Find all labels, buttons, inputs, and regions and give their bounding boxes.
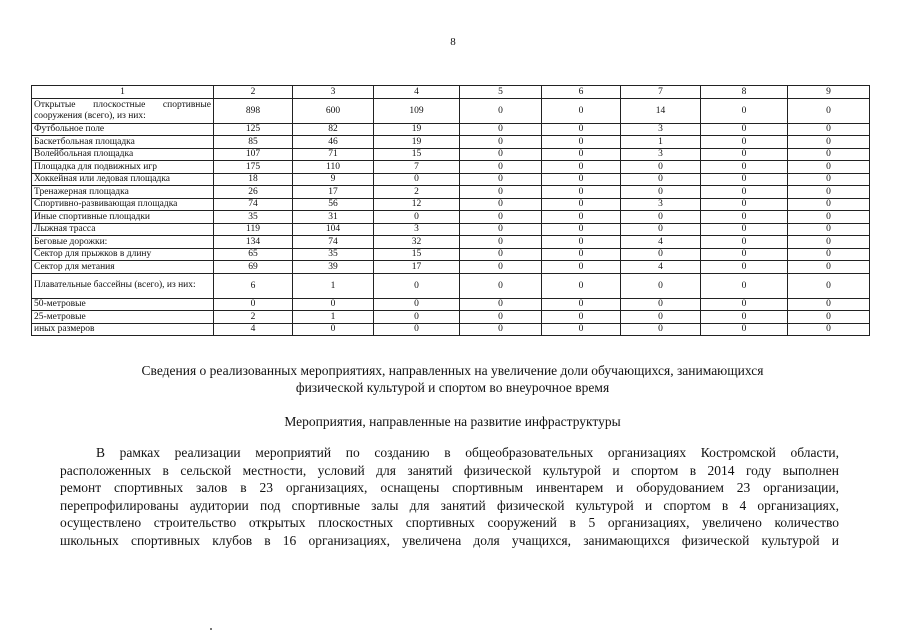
table-cell: 4 [621, 236, 701, 249]
section-heading-line: Сведения о реализованных мероприятиях, направленных на увеличение доли обучающихся, занимающихся [141, 363, 764, 378]
table-cell: 0 [374, 323, 460, 336]
table-cell: 3 [621, 123, 701, 136]
table-cell: 0 [542, 161, 621, 174]
table-row [32, 261, 870, 274]
table-row [32, 173, 870, 186]
table-cell: 0 [542, 223, 621, 236]
table-cell: 898 [214, 98, 293, 123]
table-cell: 0 [542, 148, 621, 161]
table-cell: 0 [788, 186, 870, 199]
table-cell: 0 [374, 273, 460, 298]
table-cell: 71 [293, 148, 374, 161]
table-cell: 0 [542, 273, 621, 298]
table-cell: 0 [621, 311, 701, 324]
table-cell: 109 [374, 98, 460, 123]
table-cell: 17 [374, 261, 460, 274]
table-row [32, 248, 870, 261]
table-cell: 15 [374, 248, 460, 261]
row-label: Спортивно-развивающая площадка [32, 198, 214, 211]
header-cell: 3 [293, 86, 374, 99]
table-cell: 0 [542, 248, 621, 261]
table-cell: 0 [621, 223, 701, 236]
table-cell: 0 [542, 98, 621, 123]
table-row [32, 148, 870, 161]
table-cell: 74 [214, 198, 293, 211]
header-cell: 6 [542, 86, 621, 99]
table-row [32, 198, 870, 211]
table-cell: 0 [621, 298, 701, 311]
table-cell: 0 [701, 123, 788, 136]
row-label: 50-метровые [32, 298, 214, 311]
table-cell: 110 [293, 161, 374, 174]
row-label: Сектор для прыжков в длину [32, 248, 214, 261]
table-cell: 0 [460, 198, 542, 211]
table-cell: 4 [621, 261, 701, 274]
table-cell: 0 [701, 323, 788, 336]
row-label: Иные спортивные площадки [32, 211, 214, 224]
paragraph-line: перепрофилированы аудитории под спортивные залы для занятий физической культурой и спортом в 4 организациях, [60, 497, 839, 513]
table-cell: 56 [293, 198, 374, 211]
table-row [32, 323, 870, 336]
table-cell: 65 [214, 248, 293, 261]
table-cell: 134 [214, 236, 293, 249]
table-cell: 0 [788, 261, 870, 274]
table-cell: 0 [788, 173, 870, 186]
table-cell: 600 [293, 98, 374, 123]
table-cell: 0 [701, 273, 788, 298]
table-cell: 0 [621, 211, 701, 224]
table-cell: 104 [293, 223, 374, 236]
table-cell: 69 [214, 261, 293, 274]
sports-facilities-table [31, 85, 870, 336]
table-cell: 0 [460, 173, 542, 186]
table-row [32, 123, 870, 136]
table-cell: 82 [293, 123, 374, 136]
table-row [32, 136, 870, 149]
table-row [32, 311, 870, 324]
table-cell: 0 [542, 236, 621, 249]
table-cell: 0 [460, 323, 542, 336]
table-cell: 18 [214, 173, 293, 186]
table-cell: 0 [701, 298, 788, 311]
table-cell: 0 [374, 311, 460, 324]
table-cell: 26 [214, 186, 293, 199]
table-cell: 0 [701, 211, 788, 224]
table-cell: 0 [460, 223, 542, 236]
table-cell: 119 [214, 223, 293, 236]
table-cell: 0 [542, 198, 621, 211]
table-row [32, 236, 870, 249]
table-cell: 0 [621, 173, 701, 186]
table-cell: 0 [460, 211, 542, 224]
header-cell: 8 [701, 86, 788, 99]
table-cell: 0 [460, 311, 542, 324]
row-label: Тренажерная площадка [32, 186, 214, 199]
table-cell: 1 [293, 273, 374, 298]
table-cell: 0 [701, 223, 788, 236]
header-cell: 1 [32, 86, 214, 99]
table-cell: 6 [214, 273, 293, 298]
table-cell: 0 [293, 323, 374, 336]
header-cell: 7 [621, 86, 701, 99]
table-cell: 74 [293, 236, 374, 249]
table-cell: 0 [374, 173, 460, 186]
table-cell: 35 [293, 248, 374, 261]
table-row [32, 98, 870, 123]
table-cell: 0 [293, 298, 374, 311]
table-cell: 0 [701, 311, 788, 324]
table-cell: 0 [214, 298, 293, 311]
table-cell: 0 [788, 123, 870, 136]
table-cell: 0 [701, 186, 788, 199]
table-cell: 9 [293, 173, 374, 186]
table-cell: 0 [542, 311, 621, 324]
table-cell: 0 [701, 261, 788, 274]
table-row [32, 161, 870, 174]
table-cell: 2 [214, 311, 293, 324]
table-cell: 3 [621, 198, 701, 211]
table-cell: 0 [542, 298, 621, 311]
table-cell: 0 [621, 248, 701, 261]
table-cell: 0 [542, 261, 621, 274]
table-cell: 0 [374, 298, 460, 311]
row-label: иных размеров [32, 323, 214, 336]
table-cell: 19 [374, 136, 460, 149]
table-cell: 125 [214, 123, 293, 136]
table-cell: 1 [621, 136, 701, 149]
row-label: 25-метровые [32, 311, 214, 324]
table-cell: 0 [621, 186, 701, 199]
table-cell: 0 [460, 236, 542, 249]
table-cell: 0 [460, 298, 542, 311]
table-row [32, 223, 870, 236]
table-row [32, 273, 870, 298]
table-cell: 0 [460, 148, 542, 161]
table-cell: 0 [788, 223, 870, 236]
table-cell: 0 [374, 211, 460, 224]
table-cell: 0 [621, 273, 701, 298]
table-cell: 0 [621, 161, 701, 174]
table-cell: 0 [701, 198, 788, 211]
table-cell: 12 [374, 198, 460, 211]
table-cell: 0 [542, 136, 621, 149]
table-cell: 19 [374, 123, 460, 136]
table-cell: 0 [460, 186, 542, 199]
paragraph-line: В рамках реализации мероприятий по созданию в общеобразовательных организациях Костромской области, [96, 445, 839, 460]
table-cell: 31 [293, 211, 374, 224]
table-cell: 7 [374, 161, 460, 174]
subsection-heading: Мероприятия, направленные на развитие инфраструктуры [284, 414, 621, 429]
table-cell: 175 [214, 161, 293, 174]
table-cell: 0 [788, 298, 870, 311]
row-label: Площадка для подвижных игр [32, 161, 214, 174]
table-cell: 0 [701, 136, 788, 149]
table-cell: 0 [788, 198, 870, 211]
table-cell: 0 [788, 98, 870, 123]
table-cell: 35 [214, 211, 293, 224]
table-cell: 39 [293, 261, 374, 274]
table-cell: 0 [701, 248, 788, 261]
table-cell: 0 [542, 323, 621, 336]
table-cell: 0 [542, 186, 621, 199]
section-heading-line: физической культурой и спортом во внеурочное время [295, 380, 610, 395]
table-cell: 0 [542, 123, 621, 136]
row-label: Хоккейная или ледовая площадка [32, 173, 214, 186]
row-label: Баскетбольная площадка [32, 136, 214, 149]
section-heading [0, 362, 905, 396]
table-cell: 2 [374, 186, 460, 199]
row-label: Открытые плоскостные спортивные сооружения (всего), из них: [32, 98, 214, 123]
page-number: 8 [450, 36, 456, 48]
table-cell: 85 [214, 136, 293, 149]
table-cell: 0 [460, 273, 542, 298]
table-row [32, 186, 870, 199]
row-label: Лыжная трасса [32, 223, 214, 236]
paragraph-line: школьных спортивных клубов в 16 организациях, увеличена доля учащихся, занимающихся физической культурой и [60, 532, 839, 548]
row-label: Плавательные бассейны (всего), из них: [32, 273, 214, 298]
header-cell: 5 [460, 86, 542, 99]
table-cell: 46 [293, 136, 374, 149]
row-label: Футбольное поле [32, 123, 214, 136]
table-cell: 0 [788, 311, 870, 324]
paragraph-line: осуществлено строительство открытых плоскостных спортивных сооружений в 5 организациях, увеличено количество [60, 515, 839, 530]
table-cell: 0 [788, 236, 870, 249]
table-cell: 0 [460, 248, 542, 261]
table-cell: 0 [460, 161, 542, 174]
table-cell: 0 [788, 323, 870, 336]
table-row [32, 211, 870, 224]
table-cell: 0 [788, 248, 870, 261]
table-cell: 0 [788, 161, 870, 174]
table-cell: 0 [788, 211, 870, 224]
table-cell: 32 [374, 236, 460, 249]
table-cell: 0 [621, 323, 701, 336]
table-cell: 0 [542, 211, 621, 224]
table-cell: 14 [621, 98, 701, 123]
table-cell: 15 [374, 148, 460, 161]
table-body [32, 86, 870, 336]
table-cell: 0 [701, 161, 788, 174]
header-cell: 4 [374, 86, 460, 99]
body-paragraph [60, 444, 839, 549]
table-cell: 17 [293, 186, 374, 199]
table-cell: 0 [788, 136, 870, 149]
table-cell: 4 [214, 323, 293, 336]
table-cell: 0 [542, 173, 621, 186]
table-cell: 0 [701, 173, 788, 186]
header-cell: 2 [214, 86, 293, 99]
table-cell: 0 [788, 273, 870, 298]
table-cell: 3 [374, 223, 460, 236]
table-cell: 0 [460, 136, 542, 149]
table-cell: 0 [701, 148, 788, 161]
table-cell: 0 [460, 123, 542, 136]
table-header-row [32, 86, 870, 99]
paragraph-line: расположенных в сельской местности, условий для занятий физической культурой и спортом в 2014 году выполнен [60, 462, 839, 478]
table-cell: 3 [621, 148, 701, 161]
header-cell: 9 [788, 86, 870, 99]
paragraph-line: ремонт спортивных залов в 23 организациях, оснащены спортивным инвентарем и оборудованием 23 организации, [60, 480, 839, 495]
table-cell: 0 [788, 148, 870, 161]
table-cell: 107 [214, 148, 293, 161]
table-cell: 0 [701, 98, 788, 123]
table-cell: 0 [701, 236, 788, 249]
table-row [32, 298, 870, 311]
row-label: Сектор для метания [32, 261, 214, 274]
scan-speck [210, 628, 212, 630]
table-cell: 0 [460, 261, 542, 274]
table-cell: 0 [460, 98, 542, 123]
table-cell: 1 [293, 311, 374, 324]
row-label: Волейбольная площадка [32, 148, 214, 161]
row-label: Беговые дорожки: [32, 236, 214, 249]
